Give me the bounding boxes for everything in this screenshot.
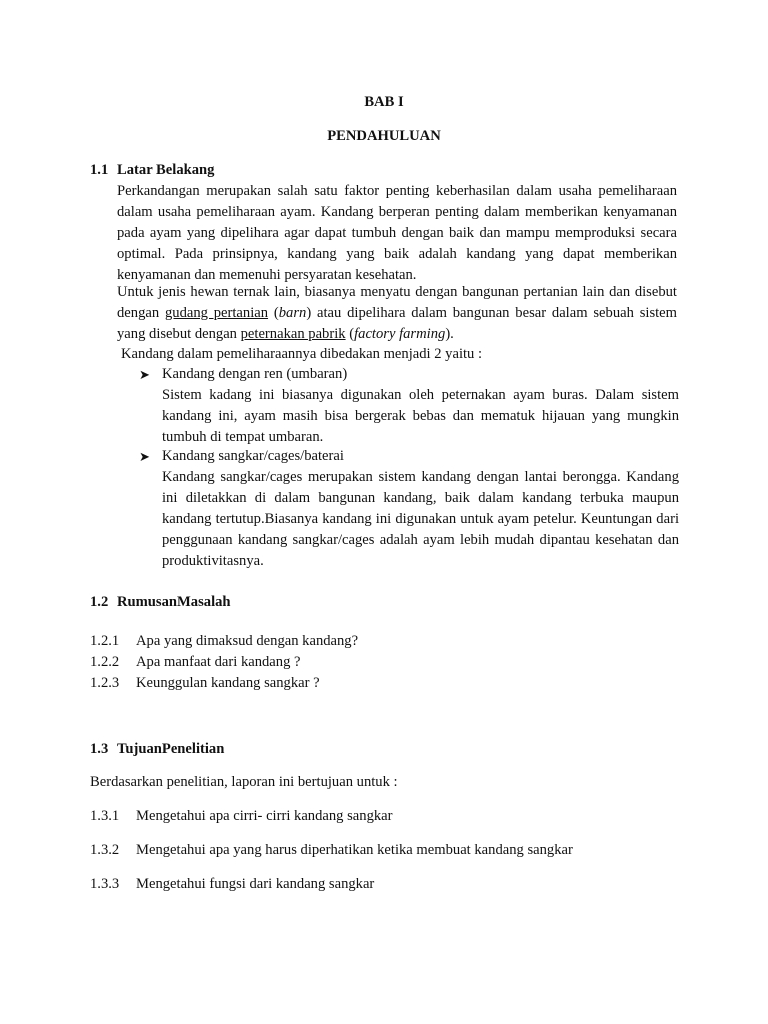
section-number: 1.3: [90, 741, 109, 757]
list-number: 1.2.2: [90, 654, 120, 670]
section-heading-tujuan-penelitian: [90, 739, 224, 760]
list-number: 1.3.3: [90, 876, 120, 892]
section-heading-latar-belakang: [90, 160, 214, 181]
list-number: 1.3.2: [90, 842, 120, 858]
text-run: ) atau dipelihara dalam bangunan besar dalam sebuah sistem yang disebut dengan: [117, 305, 678, 342]
chapter-title: PENDAHULUAN: [327, 128, 441, 144]
list-item: [90, 806, 393, 827]
list-text: Mengetahui apa cirri- cirri kandang sangkar: [136, 808, 393, 824]
link-peternakan-pabrik[interactable]: peternakan pabrik: [240, 326, 346, 342]
bullet-title: Kandang sangkar/cages/baterai: [162, 448, 344, 464]
list-text: Mengetahui apa yang harus diperhatikan ketika membuat kandang sangkar: [136, 842, 573, 858]
paragraph-perkandangan: Perkandangan merupakan salah satu faktor penting keberhasilan dalam usaha pemeliharaan dalam usaha pemeliharaan ayam. Kandang berperan penting dalam memberikan kenyamanan pada ayam yang dipelihara agar dapat tumbuh dengan baik dan mampu memproduksi secara optimal. Pada prinsipnya, kandang yang baik adalah kandang yang dapat memberikan kenyamanan dan memenuhi persyaratan kesehatan.: [117, 183, 677, 283]
section-title: RumusanMasalah: [117, 594, 231, 610]
text-run: (: [345, 326, 355, 342]
section-title: TujuanPenelitian: [117, 741, 225, 757]
bullet-body: Sistem kadang ini biasanya digunakan oleh peternakan ayam buras. Dalam sistem kandang ini, ayam masih bisa bergerak bebas dan mematuk hijauan yang mungkin tumbuh di tempat umbaran.: [162, 387, 679, 445]
arrow-bullet-icon: ➤: [139, 449, 150, 464]
text-run: ).: [445, 326, 454, 342]
bullet-item-sangkar: [139, 446, 679, 572]
list-item: [90, 652, 301, 673]
section-heading-rumusan-masalah: [90, 592, 231, 613]
list-item: [90, 631, 358, 652]
term-barn: barn: [278, 305, 307, 321]
list-item: [90, 673, 320, 694]
chapter-number: BAB I: [364, 94, 404, 110]
list-number: 1.3.1: [90, 808, 120, 824]
bullet-item-umbaran: [139, 364, 679, 448]
section-number: 1.1: [90, 162, 109, 178]
list-text: Keunggulan kandang sangkar ?: [136, 675, 320, 691]
paragraph-kandang-dibedakan: Kandang dalam pemeliharaannya dibedakan menjadi 2 yaitu :: [121, 346, 483, 362]
paragraph-tujuan-intro: Berdasarkan penelitian, laporan ini bertujuan untuk :: [90, 774, 398, 790]
bullet-title: Kandang dengan ren (umbaran): [162, 366, 348, 382]
list-text: Apa yang dimaksud dengan kandang?: [136, 633, 359, 649]
term-factory-farming: factory farming: [354, 326, 446, 342]
bullet-body: Kandang sangkar/cages merupakan sistem kandang dengan lantai berongga. Kandang ini diletakkan di dalam bangunan kandang, baik dalam kandang terbuka maupun kandang tertutup.Biasanya kandang ini digunakan untuk ayam petelur. Keuntungan dari penggunaan kandang sangkar/cages adalah ayam lebih mudah dipantau kesehatan dan produktivitasnya.: [162, 469, 679, 569]
list-number: 1.2.1: [90, 633, 120, 649]
text-run: Untuk jenis hewan ternak lain, biasanya menyatu dengan bangunan pertanian lain dan disebut dengan: [117, 284, 677, 321]
list-item: [90, 840, 573, 861]
section-number: 1.2: [90, 594, 109, 610]
list-text: Apa manfaat dari kandang ?: [136, 654, 301, 670]
arrow-bullet-icon: ➤: [139, 367, 150, 382]
section-title: Latar Belakang: [117, 162, 215, 178]
list-text: Mengetahui fungsi dari kandang sangkar: [136, 876, 375, 892]
list-number: 1.2.3: [90, 675, 120, 691]
link-gudang-pertanian[interactable]: gudang pertanian: [164, 305, 269, 321]
list-item: [90, 874, 374, 895]
text-run: (: [268, 305, 279, 321]
paragraph-jenis-hewan: [117, 282, 677, 345]
